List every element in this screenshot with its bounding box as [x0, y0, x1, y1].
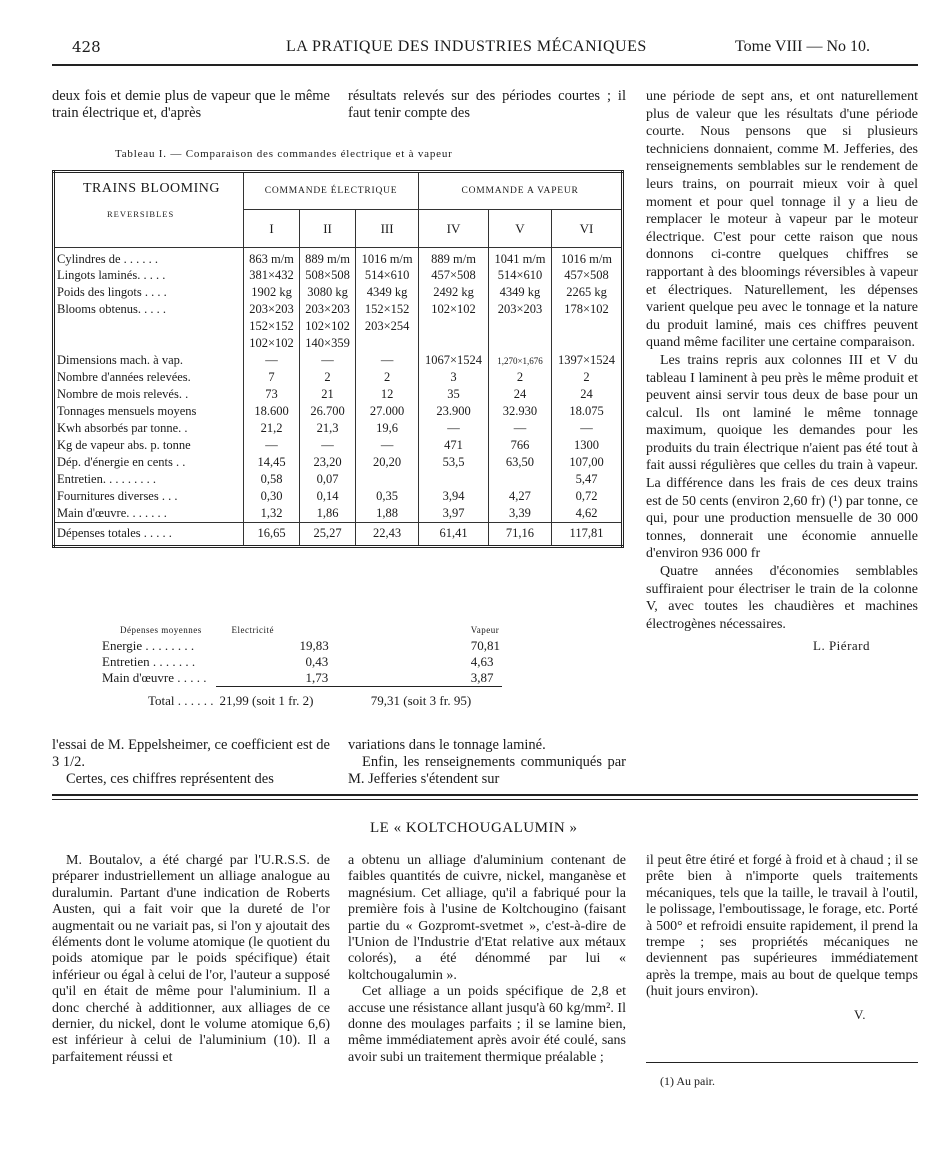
table-cell: 0,58	[244, 471, 300, 488]
table-cell: 766	[488, 437, 551, 454]
row-label	[54, 318, 244, 335]
table-cell	[356, 335, 419, 352]
article-col1	[52, 853, 330, 1066]
table-cell: 514×610	[356, 267, 419, 284]
top-col1-text	[52, 88, 330, 122]
table-cell: —	[488, 420, 551, 437]
running-title: LA PRATIQUE DES INDUSTRIES MÉCANIQUES	[286, 38, 647, 55]
row-label: Cylindres de . . . . . .	[57, 252, 159, 266]
mid-col2-paragraph-1: variations dans le tonnage laminé.	[348, 737, 546, 753]
table-cell: 1,32	[244, 505, 300, 522]
table-cell: 1016 m/m	[552, 248, 623, 268]
total-cell: 61,41	[419, 522, 489, 546]
signature-v: V.	[854, 1006, 866, 1022]
column-header: IV	[419, 210, 489, 248]
column-header: V	[488, 210, 551, 248]
table-cell: 1,270×1,676	[488, 352, 551, 369]
section-rule-top	[52, 794, 918, 796]
table-cell: 102×102	[300, 318, 356, 335]
table-cell: 18.600	[244, 403, 300, 420]
table-cell: 2	[356, 369, 419, 386]
table-cell: 2	[488, 369, 551, 386]
table-cell: —	[552, 420, 623, 437]
total-cell: 71,16	[488, 522, 551, 546]
table-cell: 889 m/m	[419, 248, 489, 268]
table-cell	[356, 471, 419, 488]
table-cell: 203×203	[244, 301, 300, 318]
table-cell: 3080 kg	[300, 284, 356, 301]
table-cell: 107,00	[552, 454, 623, 471]
row-label: Lingots laminés. . . . .	[57, 268, 166, 282]
summary-row-steam: 4,63	[470, 654, 494, 669]
summary-row-steam: 70,81	[470, 638, 501, 653]
table-cell: 27.000	[356, 403, 419, 420]
table-cell: 21,3	[300, 420, 356, 437]
group-electric-header: COMMANDE ÉLECTRIQUE	[244, 172, 419, 210]
table-cell: 19,6	[356, 420, 419, 437]
table-cell: 14,45	[244, 454, 300, 471]
table-cell: 508×508	[300, 267, 356, 284]
col3-paragraph-2: Les trains repris aux colonnes III et V du tableau I laminent à peu près le même produit et peuvent ainsi servir tous deux de base pour un calcul. Ils ont laminé le même tonnage maximum, quoique les demandes pour les produits du train électrique n'aient pas été tout à fait aussi régulières que celles du train à vapeur. La différence dans les frais de ces deux trains est de 50 cents (environ 2,60 fr) (¹) par tonne, ce qui, pour une production mensuelle de 30 000 tonnes, donnerait une économie annuelle d'environ 936 000 fr	[646, 352, 918, 562]
table-cell: 1397×1524	[552, 352, 623, 369]
table-cell: 3,97	[419, 505, 489, 522]
summary-row-elec: 19,83	[299, 638, 329, 653]
corner-title: TRAINS BLOOMING	[83, 181, 220, 196]
volume-number: Tome VIII — No 10.	[735, 38, 871, 55]
summary-total-steam: 79,31 (soit 3 fr. 95)	[370, 693, 472, 708]
row-label: Dimensions mach. à vap.	[57, 353, 184, 367]
summary-total-label: Total . . . . . .	[148, 692, 214, 708]
table-cell	[488, 335, 551, 352]
table-cell: 102×102	[419, 301, 489, 318]
table-row	[54, 403, 623, 420]
article-col2-paragraph-2: Cet alliage a un poids spécifique de 2,8 et accuse une résistance allant jusqu'à 60 kg/mm². Il donne des moulages parfaits ; il se lamine bien, même immédiatement après avoir été coulé, sans avoir subi un traitement thermique préalable ;	[348, 984, 626, 1065]
mid-col1-text	[52, 737, 330, 788]
row-label: Blooms obtenus. . . . .	[57, 302, 167, 316]
table-cell: 20,20	[356, 454, 419, 471]
table-cell: 1016 m/m	[356, 248, 419, 268]
table-cell: 0,72	[552, 488, 623, 505]
column-header: II	[300, 210, 356, 248]
table-cell: 514×610	[488, 267, 551, 284]
table-cell: 381×432	[244, 267, 300, 284]
table-caption: Tableau I. — Comparaison des commandes électrique et à vapeur	[115, 148, 453, 160]
row-label: Kg de vapeur abs. p. tonne	[57, 438, 191, 452]
table-cell: 2265 kg	[552, 284, 623, 301]
table-cell: 3	[419, 369, 489, 386]
row-label: Main d'œuvre. . . . . . .	[57, 505, 167, 520]
row-label: Kwh absorbés par tonne. .	[57, 421, 188, 435]
table-row	[54, 352, 623, 369]
table-cell: 24	[552, 386, 623, 403]
column-header: I	[244, 210, 300, 248]
table-cell: 1,88	[356, 505, 419, 522]
table-cell: 23.900	[419, 403, 489, 420]
top-col2-text	[348, 88, 626, 122]
summary-header-label: Dépenses moyennes	[120, 625, 202, 635]
table-cell: 21,2	[244, 420, 300, 437]
table-cell	[419, 335, 489, 352]
article-col3	[646, 853, 918, 1023]
table-cell: 53,5	[419, 454, 489, 471]
signature-pierard: L. Piérard	[813, 638, 870, 654]
total-row	[54, 522, 623, 546]
total-cell: 22,43	[356, 522, 419, 546]
table-cell: 1902 kg	[244, 284, 300, 301]
article-col2	[348, 853, 626, 1066]
group-steam-header: COMMANDE A VAPEUR	[419, 172, 623, 210]
table-cell: 2	[552, 369, 623, 386]
table-row	[54, 420, 623, 437]
table-cell: 0,14	[300, 488, 356, 505]
table-row	[54, 454, 623, 471]
table-cell: 21	[300, 386, 356, 403]
section-rule-bottom	[52, 799, 918, 800]
summary-header-elec: Electricité	[231, 625, 275, 635]
total-cell: 25,27	[300, 522, 356, 546]
table-cell: 73	[244, 386, 300, 403]
top-col2-paragraph: résultats relevés sur des périodes courtes ; il faut tenir compte des	[348, 88, 626, 121]
footnote-rule	[646, 1062, 918, 1063]
table-cell: 1300	[552, 437, 623, 454]
row-label: Fournitures diverses . . .	[57, 489, 178, 503]
col3-paragraph-3: Quatre années d'économies semblables suffiraient pour électriser le train de la colonne V, avec toutes les chaudières et machines électrogènes nécessaires.	[646, 564, 918, 632]
column-header: III	[356, 210, 419, 248]
table-cell: 152×152	[244, 318, 300, 335]
table-cell: 1067×1524	[419, 352, 489, 369]
summary-row-label: Entretien . . . . . . .	[102, 654, 196, 669]
row-label: Dép. d'énergie en cents . .	[57, 455, 186, 469]
column-header: VI	[552, 210, 623, 248]
table-cell	[552, 335, 623, 352]
table-cell: 203×203	[300, 301, 356, 318]
table-cell: —	[300, 352, 356, 369]
table-cell: 32.930	[488, 403, 551, 420]
table-cell: 178×102	[552, 301, 623, 318]
table-cell: 26.700	[300, 403, 356, 420]
table-cell: 457×508	[419, 267, 489, 284]
table-cell: 5,47	[552, 471, 623, 488]
header-rule	[52, 64, 918, 66]
table-cell: 457×508	[552, 267, 623, 284]
page-number: 428	[72, 38, 101, 56]
row-label: Poids des lingots . . . .	[57, 285, 167, 299]
table-cell: 471	[419, 437, 489, 454]
table-cell: 18.075	[552, 403, 623, 420]
table-cell: 4349 kg	[356, 284, 419, 301]
article-col1-paragraph: M. Boutalov, a été chargé par l'U.R.S.S. de préparer industriellement un alliage analogue au duralumin. Partant d'une indication de Roberts Austen, qui a fait voir que la dureté de l'or augmentait ou ne variait pas, si l'on y ajoutait des éléments dont le volume atomique (le quotient du poids atomique par le poids spécifique) était inférieur ou égal à celui de l'or, l'auteur a supposé qu'il en était de même pour l'aluminium. Il a donc cherché à additionner, aux alliages de ce dernier, du nickel, dont le volume atomique 6,6) est inférieur à celui de l'aluminium (10). Il a parfaitement réussi et	[52, 853, 330, 1065]
corner-subtitle: REVERSIBLES	[107, 209, 175, 219]
table-cell: 889 m/m	[300, 248, 356, 268]
table-cell: 4,27	[488, 488, 551, 505]
summary-row-steam: 3,87	[331, 670, 502, 687]
table-cell: 0,07	[300, 471, 356, 488]
row-label: Entretien. . . . . . . . .	[57, 472, 156, 486]
table-cell: —	[244, 437, 300, 454]
table-cell: 35	[419, 386, 489, 403]
article-col3-paragraph: il peut être étiré et forgé à froid et à chaud ; il se prête bien à n'importe quels traitements mécaniques, tels que la taille, le travail à l'outil, le polissage, l'emboutissage, le forage, etc. Porté à 500° et refroidi ensuite rapidement, il prend la trempe ; ses propriétés mécaniques ne deviennent pas supérieures immédiatement après la trempe, mais au bout de quelque temps (huit jours environ).	[646, 853, 918, 1000]
table-cell: 1041 m/m	[488, 248, 551, 268]
table-cell: 203×203	[488, 301, 551, 318]
top-col1-paragraph: deux fois et demie plus de vapeur que le même train électrique et, d'après	[52, 88, 330, 121]
table-cell: 0,35	[356, 488, 419, 505]
row-label	[54, 335, 244, 352]
table-cell: 12	[356, 386, 419, 403]
table-row	[54, 318, 623, 335]
mid-col2-paragraph-2: Enfin, les renseignements communiqués par M. Jefferies s'étendent sur	[348, 754, 626, 787]
table-row	[54, 505, 623, 522]
row-label: Tonnages mensuels moyens	[57, 404, 197, 418]
table-cell: 4,62	[552, 505, 623, 522]
table-cell: —	[419, 420, 489, 437]
table-cell: 152×152	[356, 301, 419, 318]
table-cell: 24	[488, 386, 551, 403]
total-label: Dépenses totales . . . . .	[54, 522, 244, 546]
table-row	[54, 267, 623, 284]
table-cell: 3,39	[488, 505, 551, 522]
table-row	[54, 488, 623, 505]
comparison-table	[52, 170, 624, 548]
article-col2-paragraph-1: a obtenu un alliage d'aluminium contenant de faibles quantités de cuivre, nickel, manganèse et magnésium. Cet alliage, qu'il a fabriqué pour la première fois à l'usine de Koltchougino (faisant partie du « Gozpromt-svetmet », c'est-à-dire de l'Union de l'Industrie d'Etat relative aux métaux colorés), a été dénommé par lui « koltchougalumin ».	[348, 853, 626, 983]
top-col3-text	[646, 88, 918, 655]
table-row	[54, 335, 623, 352]
summary-table	[100, 622, 502, 709]
table-row	[54, 248, 623, 268]
summary-header-steam: Vapeur	[470, 625, 500, 635]
table-row	[54, 284, 623, 301]
table-cell: 2492 kg	[419, 284, 489, 301]
summary-row-elec: 0,43	[305, 654, 329, 669]
table-cell: 7	[244, 369, 300, 386]
mid-col2-text	[348, 737, 626, 788]
table-row	[54, 437, 623, 454]
table-cell: —	[300, 437, 356, 454]
table-cell	[488, 471, 551, 488]
article-title: LE « KOLTCHOUGALUMIN »	[370, 820, 578, 836]
table-cell	[488, 318, 551, 335]
total-cell: 16,65	[244, 522, 300, 546]
table-cell	[419, 318, 489, 335]
col3-paragraph-1: une période de sept ans, et ont naturellement plus de valeur que les résultats d'une période courte. Nous pensons que si plusieurs techniciens donnaient, comme M. Jefferies, des renseignements semblables sur le rendement de leurs trains, on pourrait mieux voir à quel moment et pour quel tonnage il y a lieu de remplacer le moteur à vapeur par le moteur électrique. C'est pour cette raison que nous donnons ci-contre quelques chiffres se rapportant à des bloomings réversibles à vapeur et électriques. Naturellement, les dépenses varient quelque peu avec le tonnage et la nature du produit laminé, mais ces chiffres peuvent quand même faciliter une certaine comparaison.	[646, 89, 918, 351]
mid-col1-paragraph-1: l'essai de M. Eppelsheimer, ce coefficient est de 3 1/2.	[52, 737, 330, 770]
table-cell	[552, 318, 623, 335]
table-cell: 0,30	[244, 488, 300, 505]
table-cell: —	[356, 437, 419, 454]
table-cell: 102×102	[244, 335, 300, 352]
table-cell: 63,50	[488, 454, 551, 471]
table-row	[54, 471, 623, 488]
mid-col1-paragraph-2: Certes, ces chiffres représentent des	[66, 771, 274, 787]
summary-total-elec: 21,99 (soit 1 fr. 2)	[219, 693, 314, 708]
table-cell: 4349 kg	[488, 284, 551, 301]
table-row	[54, 386, 623, 403]
summary-row-label: Energie . . . . . . . .	[102, 638, 195, 653]
row-label: Nombre d'années relevées.	[57, 370, 191, 384]
table-cell: 2	[300, 369, 356, 386]
table-corner	[54, 172, 244, 248]
table-row	[54, 301, 623, 318]
table-cell: 140×359	[300, 335, 356, 352]
table-cell: 203×254	[356, 318, 419, 335]
row-label: Nombre de mois relevés. .	[57, 387, 189, 401]
table-cell	[419, 471, 489, 488]
table-cell: —	[244, 352, 300, 369]
footnote: (1) Au pair.	[660, 1074, 715, 1088]
table-cell: 863 m/m	[244, 248, 300, 268]
table-cell: 3,94	[419, 488, 489, 505]
table-cell: 1,86	[300, 505, 356, 522]
table-cell: —	[356, 352, 419, 369]
summary-row-elec: 1,73	[216, 670, 331, 687]
table-row	[54, 369, 623, 386]
total-cell: 117,81	[552, 522, 623, 546]
table-cell: 23,20	[300, 454, 356, 471]
summary-row-label: Main d'œuvre . . . . .	[102, 670, 207, 686]
